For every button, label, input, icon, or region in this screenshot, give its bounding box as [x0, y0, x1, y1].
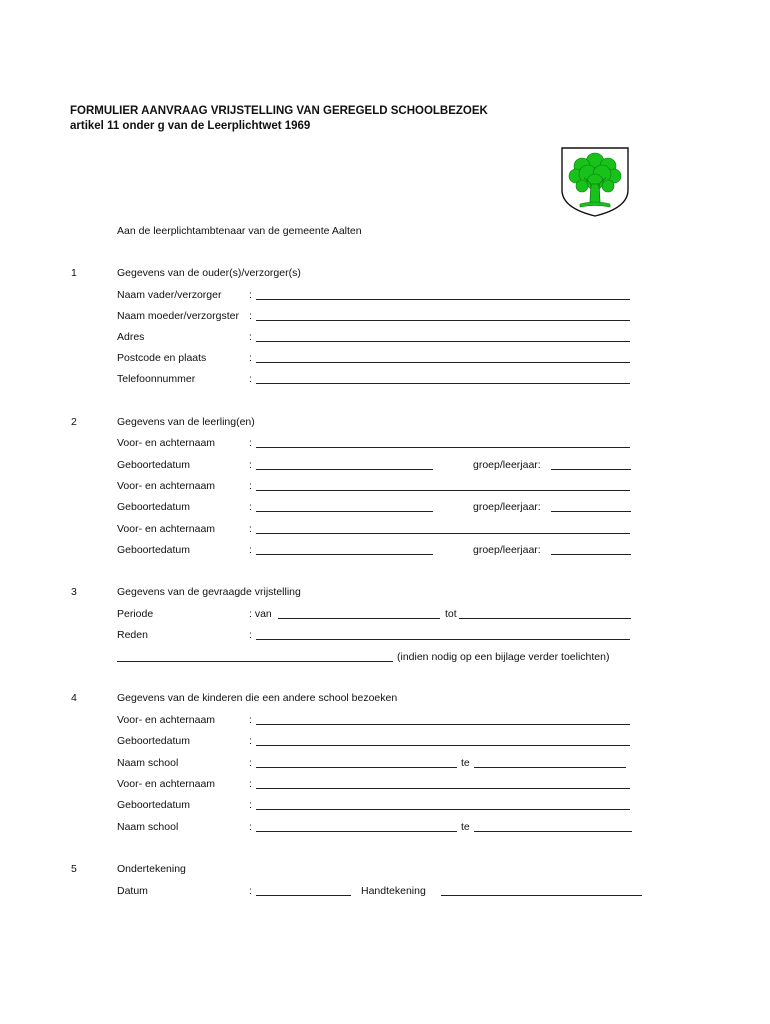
label-leerling-1-naam: Voor- en achternaam [117, 437, 216, 449]
kind-1-school-plaats-field[interactable] [474, 767, 626, 768]
colon: : [249, 459, 252, 471]
colon: : [249, 352, 252, 364]
leerling-3-groep-field[interactable] [551, 554, 631, 555]
toelichting-note: (indien nodig op een bijlage verder toelichten) [397, 651, 610, 663]
colon: : [249, 778, 252, 790]
colon: : [249, 735, 252, 747]
colon: : [249, 331, 252, 343]
section-4-heading: Gegevens van de kinderen die een andere school bezoeken [117, 692, 398, 704]
label-groep-leerjaar: groep/leerjaar: [473, 544, 541, 556]
kind-2-naam-field[interactable] [256, 788, 630, 789]
label-groep-leerjaar: groep/leerjaar: [473, 501, 541, 513]
label-van: : van [249, 608, 272, 620]
label-handtekening: Handtekening [361, 885, 426, 897]
municipal-crest-logo [560, 146, 630, 218]
section-1-heading: Gegevens van de ouder(s)/verzorger(s) [117, 267, 301, 279]
kind-2-school-field[interactable] [256, 831, 457, 832]
section-3-heading: Gegevens van de gevraagde vrijstelling [117, 586, 301, 598]
label-adres: Adres [117, 331, 145, 343]
colon: : [249, 289, 252, 301]
colon: : [249, 523, 252, 535]
leerling-2-geboortedatum-field[interactable] [256, 511, 433, 512]
kind-1-school-field[interactable] [256, 767, 457, 768]
label-leerling-3-naam: Voor- en achternaam [117, 523, 216, 535]
label-kind-2-geboortedatum: Geboortedatum [117, 799, 190, 811]
datum-field[interactable] [256, 895, 351, 896]
colon: : [249, 821, 252, 833]
leerling-1-geboortedatum-field[interactable] [256, 469, 433, 470]
label-tot: tot [445, 608, 457, 620]
colon: : [249, 544, 252, 556]
periode-van-field[interactable] [278, 618, 440, 619]
label-kind-1-school: Naam school [117, 757, 179, 769]
addressee-text: Aan de leerplichtambtenaar van de gemeente Aalten [117, 225, 362, 237]
colon: : [249, 629, 252, 641]
colon: : [249, 480, 252, 492]
label-telefoonnummer: Telefoonnummer [117, 373, 196, 385]
kind-2-geboortedatum-field[interactable] [256, 809, 630, 810]
label-leerling-2-geboortedatum: Geboortedatum [117, 501, 190, 513]
kind-2-school-plaats-field[interactable] [474, 831, 632, 832]
colon: : [249, 885, 252, 897]
leerling-2-naam-field[interactable] [256, 490, 630, 491]
label-kind-1-geboortedatum: Geboortedatum [117, 735, 190, 747]
leerling-1-naam-field[interactable] [256, 447, 630, 448]
colon: : [249, 714, 252, 726]
section-1-number: 1 [71, 267, 77, 279]
form-title: FORMULIER AANVRAAG VRIJSTELLING VAN GEREGELD SCHOOLBEZOEK [70, 105, 488, 117]
leerling-2-groep-field[interactable] [551, 511, 631, 512]
colon: : [249, 757, 252, 769]
adres-field[interactable] [256, 341, 630, 342]
section-2-number: 2 [71, 416, 77, 428]
label-kind-1-naam: Voor- en achternaam [117, 714, 216, 726]
label-kind-2-school: Naam school [117, 821, 179, 833]
periode-tot-field[interactable] [459, 618, 631, 619]
kind-1-geboortedatum-field[interactable] [256, 745, 630, 746]
handtekening-field[interactable] [441, 895, 642, 896]
colon: : [249, 437, 252, 449]
naam-vader-field[interactable] [256, 299, 630, 300]
leerling-1-groep-field[interactable] [551, 469, 631, 470]
colon: : [249, 799, 252, 811]
naam-moeder-field[interactable] [256, 320, 630, 321]
label-te: te [461, 821, 470, 833]
label-leerling-1-geboortedatum: Geboortedatum [117, 459, 190, 471]
form-subtitle: artikel 11 onder g van de Leerplichtwet 1969 [70, 120, 311, 132]
label-periode: Periode [117, 608, 154, 620]
label-leerling-3-geboortedatum: Geboortedatum [117, 544, 190, 556]
section-3-number: 3 [71, 586, 77, 598]
label-groep-leerjaar: groep/leerjaar: [473, 459, 541, 471]
leerling-3-geboortedatum-field[interactable] [256, 554, 433, 555]
leerling-3-naam-field[interactable] [256, 533, 630, 534]
kind-1-naam-field[interactable] [256, 724, 630, 725]
section-5-number: 5 [71, 863, 77, 875]
section-4-number: 4 [71, 692, 77, 704]
label-datum: Datum [117, 885, 148, 897]
colon: : [249, 373, 252, 385]
reden-field[interactable] [256, 639, 630, 640]
postcode-plaats-field[interactable] [256, 362, 630, 363]
section-2-heading: Gegevens van de leerling(en) [117, 416, 255, 428]
label-te: te [461, 757, 470, 769]
label-kind-2-naam: Voor- en achternaam [117, 778, 216, 790]
colon: : [249, 501, 252, 513]
colon: : [249, 310, 252, 322]
label-reden: Reden [117, 629, 148, 641]
label-postcode-plaats: Postcode en plaats [117, 352, 207, 364]
section-5-heading: Ondertekening [117, 863, 186, 875]
label-naam-moeder: Naam moeder/verzorgster [117, 310, 239, 322]
label-naam-vader: Naam vader/verzorger [117, 289, 222, 301]
reden-vervolg-field[interactable] [117, 661, 393, 662]
label-leerling-2-naam: Voor- en achternaam [117, 480, 216, 492]
telefoonnummer-field[interactable] [256, 383, 630, 384]
